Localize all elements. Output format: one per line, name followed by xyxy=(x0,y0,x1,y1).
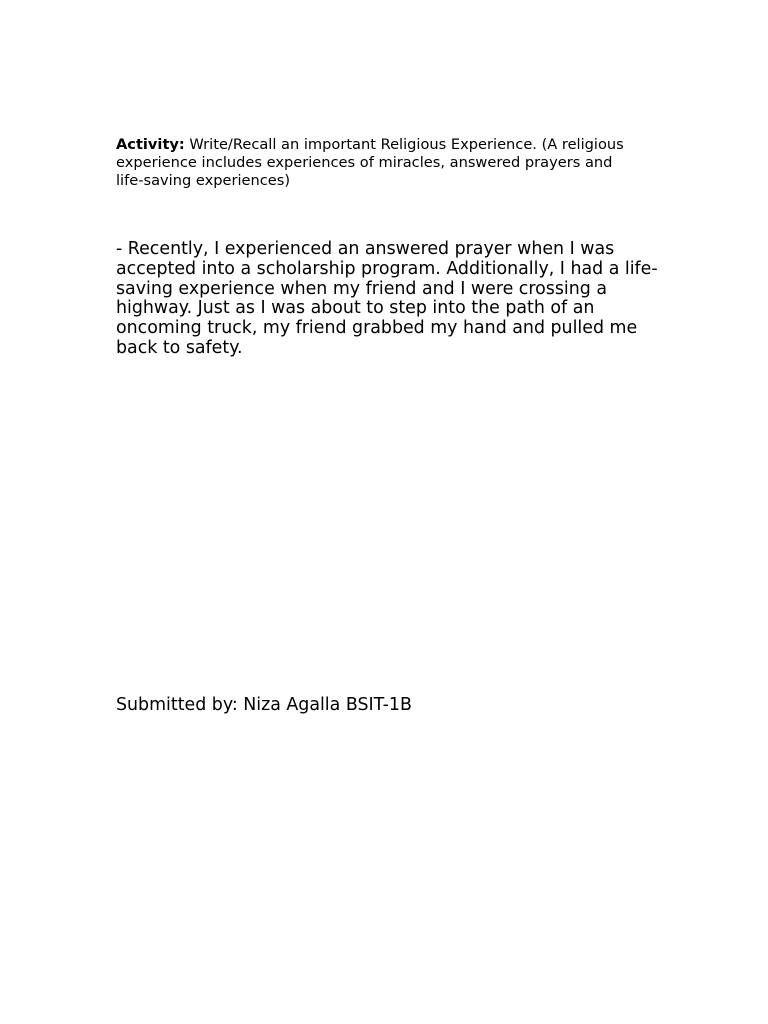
response-paragraph: - Recently, I experienced an answered prayer when I was accepted into a scholarship program. Additionally, I had a life-saving experience when my friend and I were crossing a highway. Just as I was about to step into the path of an oncoming truck, my friend grabbed my hand and pulled me back to safety. xyxy=(116,239,658,358)
activity-instruction: Write/Recall an important Religious Experience. (A religious experience includes experiences of miracles, answered prayers and life-saving experiences) xyxy=(116,136,624,189)
activity-label: Activity: xyxy=(116,136,185,153)
submitted-by: Submitted by: Niza Agalla BSIT-1B xyxy=(116,695,412,715)
activity-prompt xyxy=(116,136,636,190)
